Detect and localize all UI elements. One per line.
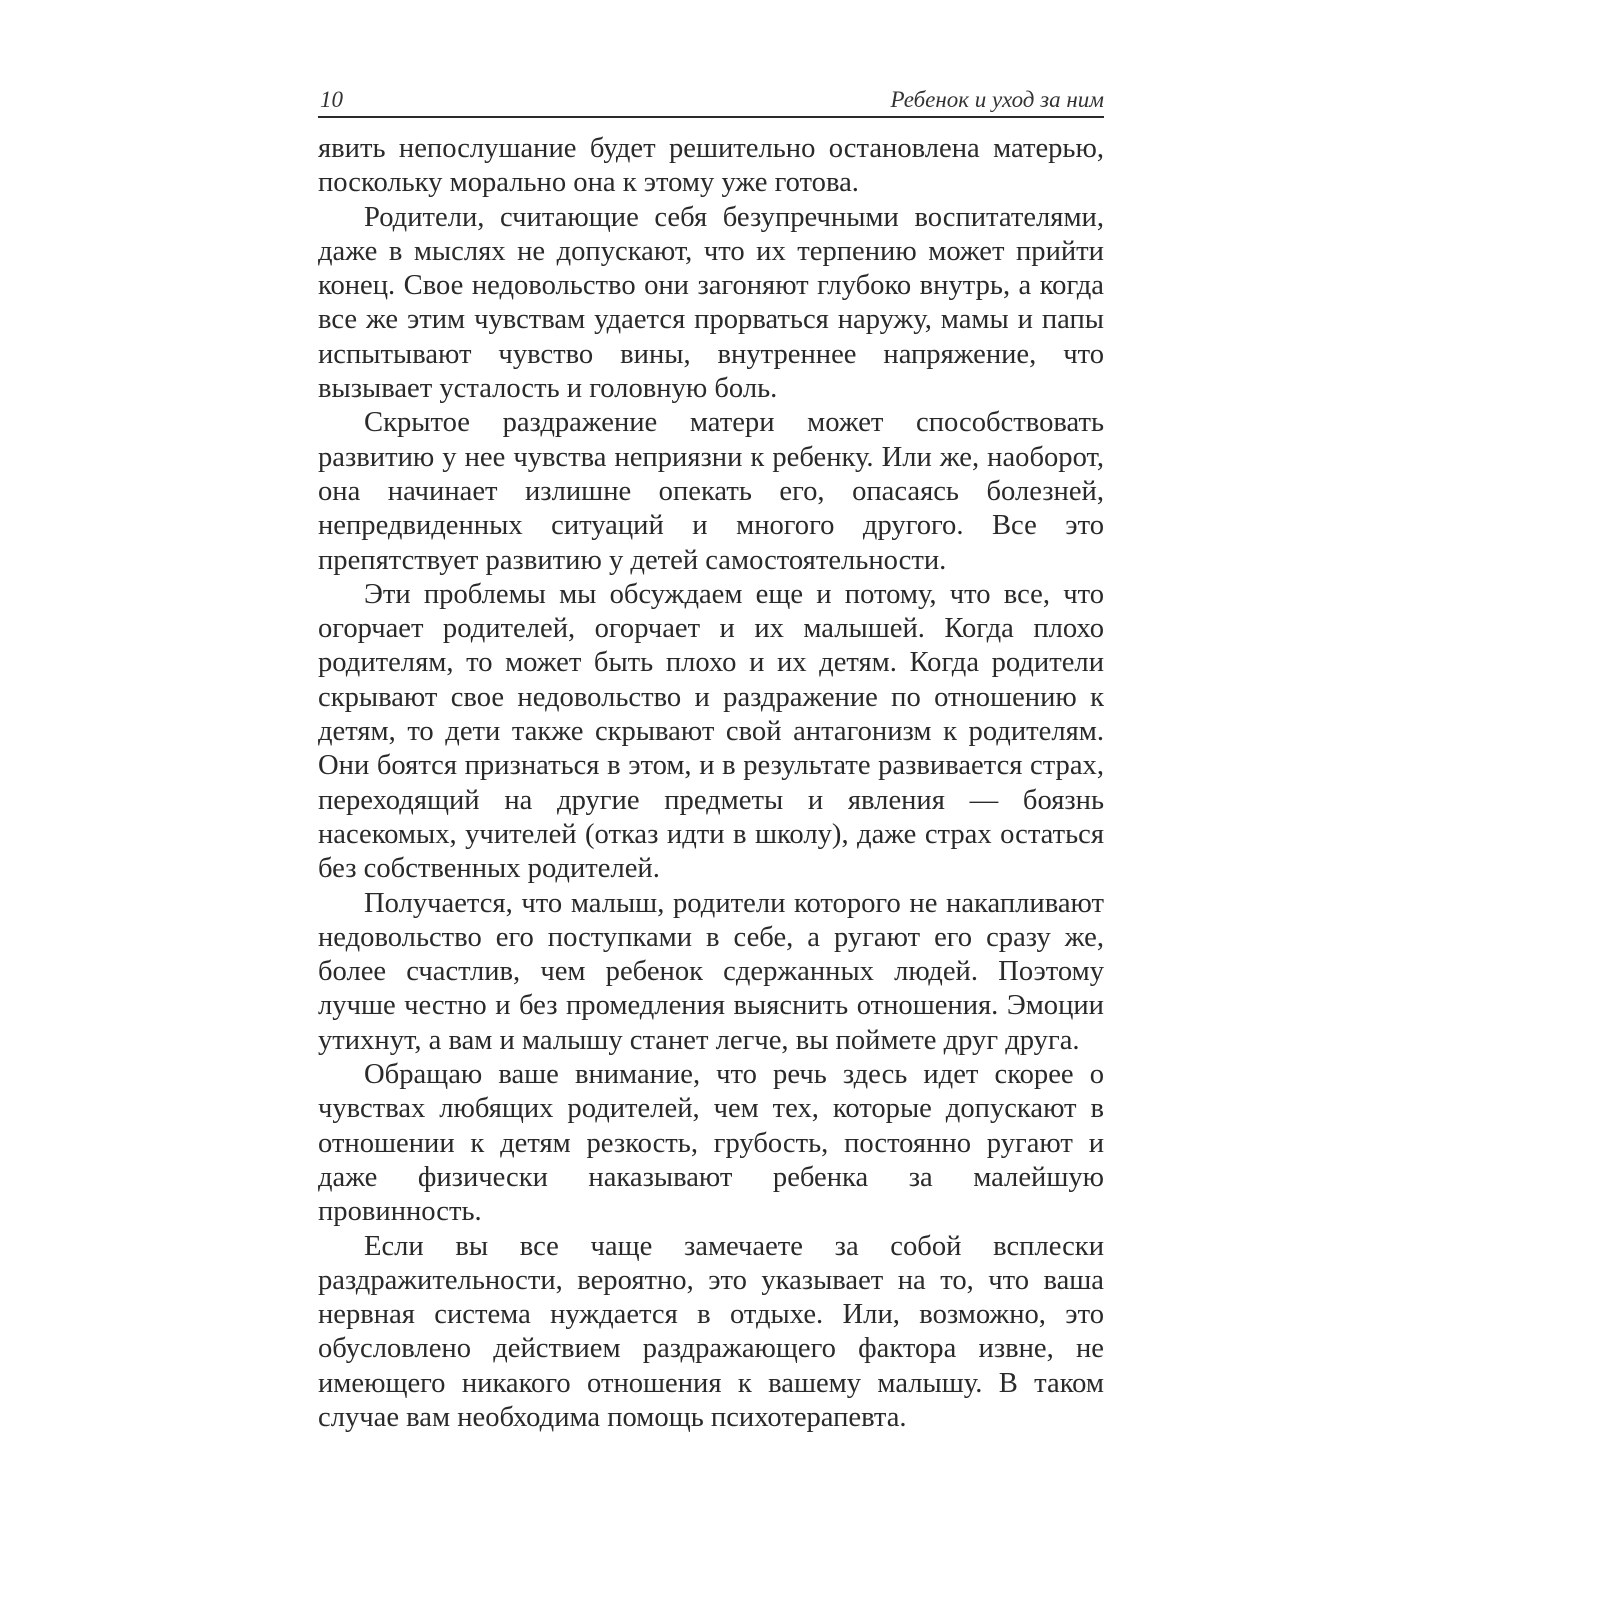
paragraph: Обращаю ваше внимание, что речь здесь идет скорее о чувствах любящих родителей, чем тех, которые допускают в отношении к детям резкость, грубость, постоянно ругают и даже физически наказывают ребенка за малейшую провинность. <box>318 1059 1104 1228</box>
body-text <box>318 132 1104 1435</box>
paragraph: Если вы все чаще замечаете за собой всплески раздражительности, вероятно, это указывает на то, что ваша нервная система нуждается в отдыхе. Или, возможно, это обусловлено действием раздражающего фактора извне, не имеющего никакого отношения к вашему малышу. В таком случае вам необходима помощь психотерапевта. <box>318 1230 1104 1433</box>
paragraph-continued: явить непослушание будет решительно остановлена матерью, поскольку морально она к этому уже готова. <box>318 133 1104 199</box>
book-page <box>318 86 1104 1435</box>
paragraph: Родители, считающие себя безупречными воспитателями, даже в мыслях не допускают, что их терпению может прийти конец. Свое недовольство они загоняют глубоко внутрь, а когда все же этим чувствам удается прорваться наружу, мамы и папы испытывают чувство вины, внутреннее напряжение, что вызывает усталость и головную боль. <box>318 201 1104 405</box>
paragraph: Скрытое раздражение матери может способствовать развитию у нее чувства неприязни к ребенку. Или же, наоборот, она начинает излишне опекать его, опасаясь болезней, непредвиденных ситуаций и многого другого. Все это препятствует развитию у детей самостоятельности. <box>318 407 1104 576</box>
paragraph: Эти проблемы мы обсуждаем еще и потому, что все, что огорчает родителей, огорчает и их малышей. Когда плохо родителям, то может быть плохо и их детям. Когда родители скрывают свое недовольство и раздражение по отношению к детям, то дети также скрывают свой антагонизм к родителям. Они боятся признаться в этом, и в результате развивается страх, переходящий на другие предметы и явления — боязнь насекомых, учителей (отказ идти в школу), даже страх остаться без собственных родителей. <box>318 578 1104 885</box>
paragraph: Получается, что малыш, родители которого не накапливают недовольство его поступками в себе, а ругают его сразу же, более счастлив, чем ребенок сдержанных людей. Поэтому лучше честно и без промедления выяснить отношения. Эмоции утихнут, а вам и малышу станет легче, вы поймете друг друга. <box>318 887 1104 1056</box>
running-header <box>318 86 1104 118</box>
page-number: 10 <box>320 87 343 112</box>
running-title: Ребенок и уход за ним <box>890 87 1104 112</box>
